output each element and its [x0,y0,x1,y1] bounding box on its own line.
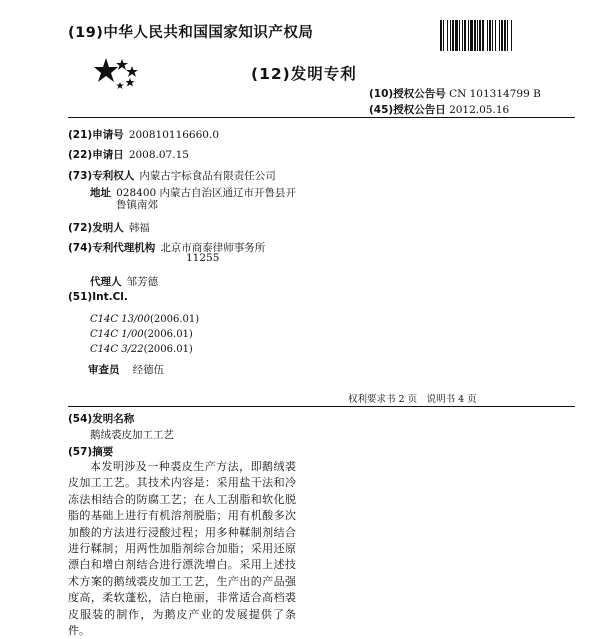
address-line-2: 鲁镇南郊 [116,199,158,211]
header-divider [68,117,575,118]
grant-number-row [369,86,541,101]
pages-note: 权利要求书 2 页 说明书 4 页 [348,394,477,405]
agency: 北京市商泰律师事务所 [160,242,266,254]
agent-label: 代理人 [90,276,122,288]
inventor-row [68,216,150,235]
patentee: 内蒙古宇标食品有限责任公司 [139,170,276,182]
classification-row [90,337,193,356]
invention-name-label: (54)发明名称 [68,413,135,425]
application-number-label: (21)申请号 [68,129,124,141]
application-date-row [68,143,189,162]
agency-row [68,236,265,255]
grant-date: 2012.05.16 [449,104,510,116]
agency-code: 11255 [186,252,220,264]
grant-date-label: (45)授权公告日 [369,104,446,116]
inventor: 韩福 [128,222,150,234]
application-date: 2008.07.15 [128,149,189,161]
document-type: (12)发明专利 [251,65,357,83]
classification-code: C14C 3/22 [90,344,144,355]
classification-code: C14C 13/00 [90,314,151,325]
classification-date: (2006.01) [143,344,193,355]
barcode-bar [512,20,514,51]
agent-row [90,270,158,289]
abstract-label: (57)摘要 [68,446,114,458]
classification-date: (2006.01) [143,329,193,340]
office-emblem-icon [92,56,148,94]
classification-date: (2006.01) [150,314,200,325]
application-number: 200810116660.0 [128,129,219,141]
grant-number-label: (10)授权公告号 [369,88,446,100]
agency-label: (74)专利代理机构 [68,242,156,254]
invention-name: 鹅绒裘皮加工工艺 [90,429,174,441]
examiner-row [88,358,164,377]
grant-date-row [369,102,509,117]
application-number-row [68,123,219,142]
office-name: (19)中华人民共和国国家知识产权局 [68,25,314,41]
address-line-1: 028400 内蒙古自治区通辽市开鲁县开 [116,187,297,199]
application-date-label: (22)申请日 [68,149,124,161]
grant-number: CN 101314799 B [449,88,541,100]
examiner-label: 审查员 [88,364,120,376]
agent: 邹芳德 [126,276,159,288]
classification-code: C14C 1/00 [90,329,144,340]
int-cl-label: (51)Int.Cl. [68,291,128,303]
examiner: 经德伍 [132,364,165,376]
inventor-label: (72)发明人 [68,222,124,234]
address-label: 地址 [90,187,111,199]
barcode [440,20,576,51]
section-divider [68,406,575,407]
abstract-text: 本发明涉及一种裘皮生产方法，即鹅绒裘皮加工工艺。其技术内容是：采用盐干法和冷冻法相结合的防腐工艺；在人工刮脂和软化脱脂的基础上进行有机溶剂脱脂；用有机酸多次加酸的方法进行浸酸过程；用多种鞣制剂结合进行鞣制；用两性加脂剂综合加脂；采用还原漂白和增白剂结合进行漂洗增白。采用上述技术方案的鹅绒裘皮加工工艺，生产出的产品强度高，柔软蓬松，洁白艳丽，非常适合高档裘皮服装的制作，为鹅皮产业的发展提供了条件。 [68,460,296,638]
patentee-label: (73)专利权人 [68,170,135,182]
